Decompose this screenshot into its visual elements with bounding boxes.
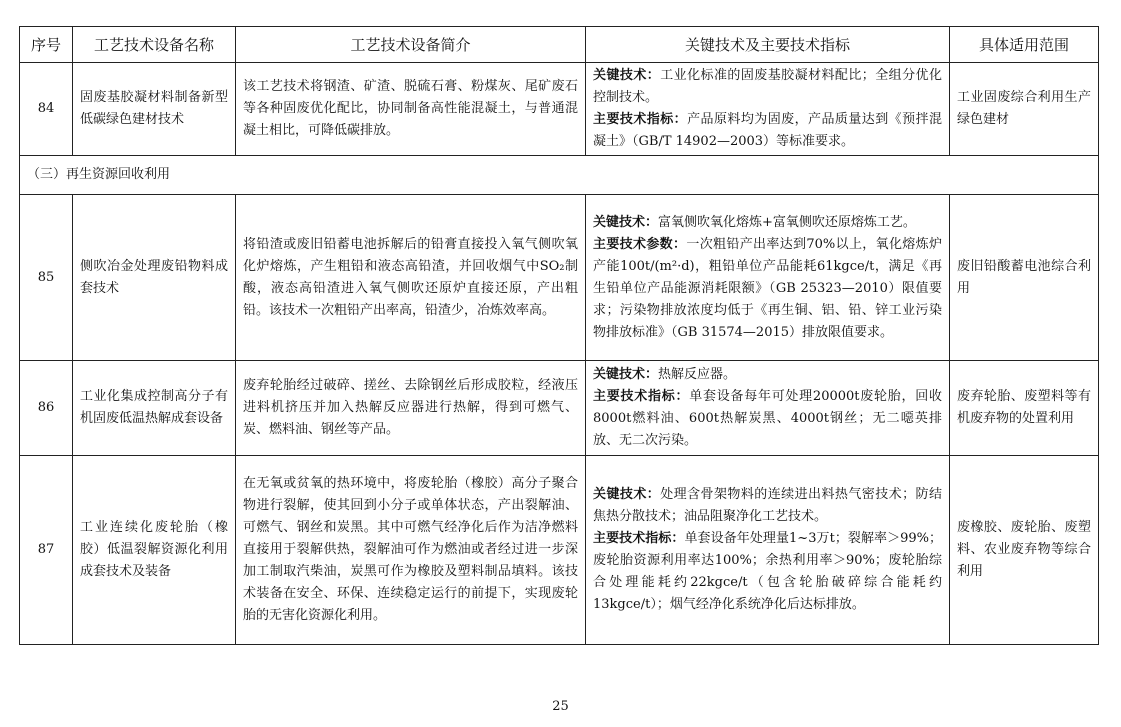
key-tech-paragraph [593, 65, 942, 109]
main-indicator-text: 产品原料均为固废，产品质量达到《预拌混凝土》（GB/T 14902—2003）等标准要求。 [593, 112, 942, 149]
main-params-label: 主要技术参数： [593, 236, 687, 252]
scope-cell: 废橡胶、废轮胎、废塑料、农业废弃物等综合利用 [950, 456, 1099, 645]
key-tech-paragraph [593, 212, 942, 234]
key-tech-cell [586, 456, 950, 645]
key-tech-text: 热解反应器。 [658, 367, 737, 382]
scope-cell: 废旧铅酸蓄电池综合利用 [950, 195, 1099, 361]
section-title: （三）再生资源回收利用 [20, 156, 1099, 195]
tech-description: 将铅渣或废旧铅蓄电池拆解后的铅膏直接投入氧气侧吹氧化炉熔炼，产生粗铅和液态高铅渣，并回收烟气中SO₂制酸，液态高铅渣进入氧气侧吹还原炉直接还原，产出粗铅。该技术一次粗铅产出率高，铅渣少，冶炼效率高。 [236, 195, 586, 361]
key-tech-label: 关键技术： [593, 367, 659, 382]
key-tech-cell [586, 361, 950, 456]
key-tech-label: 关键技术： [593, 68, 661, 83]
key-tech-text: 富氧侧吹氧化熔炼+富氧侧吹还原熔炼工艺。 [658, 214, 916, 230]
scope-cell: 工业固废综合利用生产绿色建材 [950, 63, 1099, 156]
tech-name: 侧吹冶金处理废铅物料成套技术 [73, 195, 236, 361]
main-indicator-paragraph [593, 528, 942, 616]
key-tech-label: 关键技术： [593, 487, 661, 502]
header-key-tech: 关键技术及主要技术指标 [586, 27, 950, 63]
key-tech-label: 关键技术： [593, 214, 659, 230]
row-number: 86 [20, 361, 73, 456]
table-row [20, 456, 1099, 645]
key-tech-paragraph [593, 484, 942, 528]
main-indicator-paragraph [593, 386, 942, 452]
key-tech-text: 工业化标准的固废基胶凝材料配比；全组分优化控制技术。 [593, 68, 942, 105]
table-row [20, 195, 1099, 361]
tech-name: 工业化集成控制高分子有机固废低温热解成套设备 [73, 361, 236, 456]
tech-description: 废弃轮胎经过破碎、搓丝、去除钢丝后形成胶粒，经液压进料机挤压并加入热解反应器进行热解，得到可燃气、炭、燃料油、钢丝等产品。 [236, 361, 586, 456]
row-number: 87 [20, 456, 73, 645]
page-number: 25 [552, 699, 569, 714]
tech-name: 固废基胶凝材料制备新型低碳绿色建材技术 [73, 63, 236, 156]
main-params-text: 一次粗铅产出率达到70%以上，氧化熔炼炉产能100t/(m²·d)，粗铅单位产品能耗61kgce/t，满足《再生铅单位产品能源消耗限额》（GB 25323—2010）限值要求；污染物排放浓度均低于《再生铜、铝、铅、锌工业污染物排放标准》（GB 31574—2015）排放限值要求。 [593, 236, 942, 340]
key-tech-paragraph [593, 364, 942, 386]
tech-description: 该工艺技术将钢渣、矿渣、脱硫石膏、粉煤灰、尾矿废石等各种固废优化配比，协同制备高性能混凝土，与普通混凝土相比，可降低碳排放。 [236, 63, 586, 156]
main-indicator-text: 单套设备年处理量1~3万t；裂解率＞99%；废轮胎资源利用率达100%；余热利用率＞90%；废轮胎综合处理能耗约22kgce/t（包含轮胎破碎综合能耗约13kgce/t）；烟气经净化系统净化后达标排放。 [593, 531, 942, 612]
table-row [20, 361, 1099, 456]
row-number: 85 [20, 195, 73, 361]
table-row [20, 63, 1099, 156]
header-name: 工艺技术设备名称 [73, 27, 236, 63]
key-tech-cell [586, 63, 950, 156]
header-scope: 具体适用范围 [950, 27, 1099, 63]
main-indicator-label: 主要技术指标： [593, 112, 688, 127]
tech-name: 工业连续化废轮胎（橡胶）低温裂解资源化利用成套技术及装备 [73, 456, 236, 645]
main-indicator-paragraph [593, 109, 942, 153]
main-indicator-text: 单套设备每年可处理20000t废轮胎，回收8000t燃料油、600t热解炭黑、4000t钢丝；无二噁英排放、无二次污染。 [593, 389, 942, 448]
header-no: 序号 [20, 27, 73, 63]
main-indicator-label: 主要技术指标： [593, 531, 685, 546]
technology-catalog-table [19, 26, 1099, 645]
header-description: 工艺技术设备简介 [236, 27, 586, 63]
main-params-paragraph [593, 234, 942, 344]
key-tech-text: 处理含骨架物料的连续进出料热气密技术；防结焦热分散技术；油品阻聚净化工艺技术。 [593, 487, 942, 524]
main-indicator-label: 主要技术指标： [593, 389, 690, 404]
key-tech-cell [586, 195, 950, 361]
table-header-row [20, 27, 1099, 63]
row-number: 84 [20, 63, 73, 156]
section-row [20, 156, 1099, 195]
tech-description: 在无氧或贫氧的热环境中，将废轮胎（橡胶）高分子聚合物进行裂解，使其回到小分子或单体状态，产出裂解油、可燃气、钢丝和炭黑。其中可燃气经净化后作为洁净燃料直接用于裂解供热，裂解油可作为燃油或者经过进一步深加工制取汽柴油，炭黑可作为橡胶及塑料制品填料。该技术装备在安全、环保、连续稳定运行的前提下，实现废轮胎的无害化资源化利用。 [236, 456, 586, 645]
scope-cell: 废弃轮胎、废塑料等有机废弃物的处置利用 [950, 361, 1099, 456]
